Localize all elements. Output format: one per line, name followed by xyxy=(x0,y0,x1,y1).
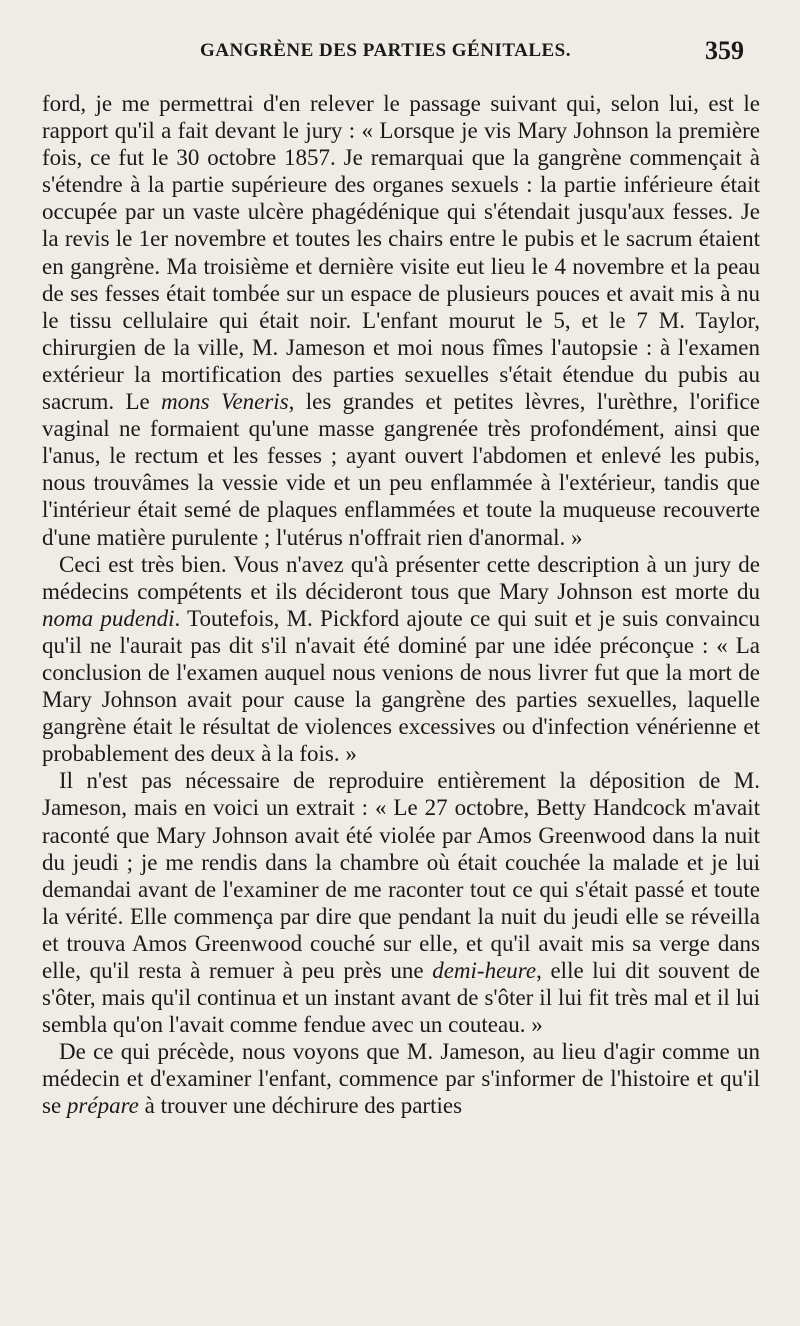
page-header xyxy=(0,36,800,80)
italic-term: prépare xyxy=(66,1093,139,1119)
paragraph: Il n'est pas nécessaire de reproduire entièrement la déposition de M. Jameson, mais en voici un extrait : « Le 27 octobre, Betty Handcock m'avait raconté que Mary Johnson avait été violée par Amos Greenwood dans la nuit du jeudi ; je me rendis dans la chambre où était couchée la malade et je lui demandai avant de l'examiner de me raconter tout ce qui s'était passé et toute la vérité. Elle commença par dire que pendant la nuit du jeudi elle se réveilla et trouva Amos Greenwood couché sur elle, et qu'il avait mis sa verge dans elle, qu'il resta à remuer à peu près une demi-heure, elle lui dit souvent de s'ôter, mais qu'il continua et un instant avant de s'ôter il lui fit très mal et il lui sembla qu'on l'avait comme fendue avec un couteau. » xyxy=(42,768,760,1038)
italic-term: mons Veneris xyxy=(161,389,289,415)
body-text xyxy=(42,90,760,1120)
paragraph: Ceci est très bien. Vous n'avez qu'à présenter cette description à un jury de médecins compétents et ils décideront tous que Mary Johnson est morte du noma pudendi. Toutefois, M. Pickford ajoute ce qui suit et je suis convaincu qu'il ne l'aurait pas dit s'il n'avait été dominé par une idée préconçue : « La conclusion de l'examen auquel nous venions de nous livrer fut que la mort de Mary Johnson avait pour cause la gangrène des parties sexuelles, laquelle gangrène était le résultat de violences excessives ou d'infection vénérienne et probablement des deux à la fois. » xyxy=(42,551,760,767)
italic-term: noma pudendi xyxy=(42,605,175,631)
italic-term: demi-heure xyxy=(432,958,537,983)
paragraph: ford, je me permettrai d'en relever le passage suivant qui, selon lui, est le rapport qu'il a fait devant le jury : « Lorsque je vis Mary Johnson la première fois, ce fut le 30 octobre 1857. Je remarquai que la gangrène commençait à s'étendre à la partie supérieure des organes sexuels : la partie inférieure était occupée par un vaste ulcère phagédénique qui s'étendait jusqu'aux fesses. Je la revis le 1er novembre et toutes les chairs entre le pubis et le sacrum étaient en gangrène. Ma troisième et dernière visite eut lieu le 4 novembre et la peau de ses fesses était tombée sur un espace de plusieurs pouces et avait mis à nu le tissu cellulaire qui était noir. L'enfant mourut le 5, et le 7 M. Taylor, chirurgien de la ville, M. Jameson et moi nous fîmes l'autopsie : à l'examen extérieur la mortification des parties sexuelles s'était étendue du pubis au sacrum. Le mons Veneris, les grandes et petites lèvres, l'urèthre, l'orifice vaginal ne formaient qu'une masse gangrenée très profondément, ainsi que l'anus, le rectum et les fesses ; ayant ouvert l'abdomen et enlevé les pubis, nous trouvâmes la vessie vide et un peu enflammée à l'extérieur, tandis que l'intérieur était semé de plaques enflammées et toute la muqueuse recouverte d'une matière purulente ; l'utérus n'offrait rien d'anormal. » xyxy=(42,91,760,550)
running-title: GANGRÈNE DES PARTIES GÉNITALES. xyxy=(200,40,571,61)
page-number: 359 xyxy=(705,36,744,65)
paragraph: De ce qui précède, nous voyons que M. Jameson, au lieu d'agir comme un médecin et d'examiner l'enfant, commence par s'informer de l'histoire et qu'il se prépare à trouver une déchirure des parties xyxy=(42,1039,760,1119)
